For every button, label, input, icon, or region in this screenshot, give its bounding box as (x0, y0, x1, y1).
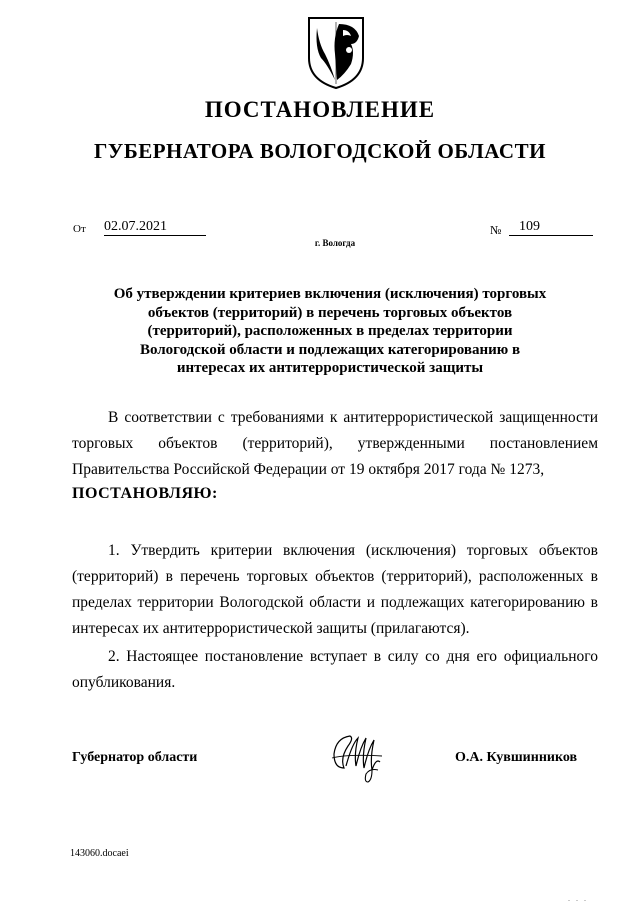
decree-heading: ПОСТАНОВЛЯЮ: (72, 485, 218, 502)
document-id: 143060.docaei (70, 848, 129, 859)
preamble-paragraph: В соответствии с требованиями к антитеррористической защищенности торговых объектов (территорий), утвержденными постановлением Правительства Российской Федерации от 19 октября 2017 года № 1273, (72, 409, 598, 478)
coat-of-arms-icon (305, 14, 367, 90)
signatory-name: О.А. Кувшинников (455, 750, 578, 765)
document-issuer: ГУБЕРНАТОРА ВОЛОГОДСКОЙ ОБЛАСТИ (94, 139, 546, 163)
document-title: ПОСТАНОВЛЕНИЕ (204, 97, 436, 122)
city-label: г. Вологда (314, 238, 356, 248)
document-subject: Об утверждении критериев включения (исключения) торговых объектов (территорий) в перечень торговых объектов (территорий), расположенных в пределах территории Вологодской области и подлежащих категорированию в интересах их антитеррористической защиты (113, 286, 547, 376)
from-label: От (73, 223, 86, 235)
document-date: 02.07.2021 (104, 219, 206, 236)
signatory-position: Губернатор области (72, 750, 198, 765)
item-1-paragraph: 1. Утвердить критерии включения (исключения) торговых объектов (территорий) в перечень торговых объектов (территорий), расположенных в пределах территории Вологодской области и подлежащих категорированию в интересах их антитеррористической защиты (прилагаются). (72, 542, 598, 637)
handwritten-signature-icon (328, 728, 388, 784)
number-label: № (490, 223, 502, 237)
page-marks: . . . (568, 894, 588, 903)
document-number: 109 (509, 219, 593, 236)
item-2-paragraph: 2. Настоящее постановление вступает в силу со дня его официального опубликования. (72, 648, 598, 691)
